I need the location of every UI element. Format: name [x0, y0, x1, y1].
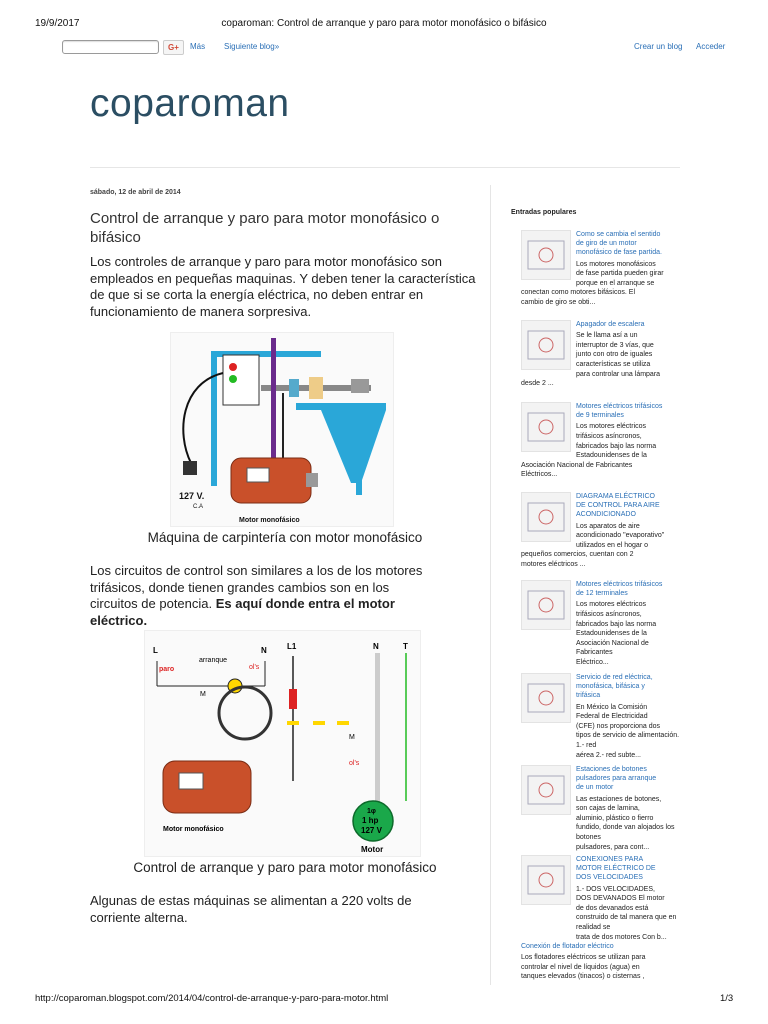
popular-post-title-line: de un motor — [576, 784, 614, 792]
motor-pulley — [306, 473, 318, 487]
snippet-line: desde 2 ... — [521, 380, 554, 388]
popular-post-title[interactable] — [576, 673, 681, 701]
snippet-line: fabricados bajo las norma — [576, 442, 657, 450]
popular-post-snippet — [576, 885, 681, 943]
gplus-button[interactable]: G+ — [163, 40, 184, 55]
sign-in-link[interactable]: Acceder — [696, 42, 726, 51]
snippet-line: Estadounidenses de la — [576, 630, 647, 638]
post-paragraph-1 — [90, 254, 480, 320]
popular-post-thumbnail[interactable] — [521, 855, 571, 905]
label-motor-word: Motor — [361, 845, 384, 854]
popular-post-title-line: Motores eléctricos trifásicos — [576, 581, 663, 588]
snippet-line: fabricados bajo las norma — [576, 620, 657, 628]
post-title[interactable] — [90, 209, 480, 247]
label-l1: L1 — [287, 642, 297, 651]
more-link[interactable]: Más — [190, 42, 206, 51]
table-top — [296, 403, 386, 410]
popular-post-thumbnail[interactable] — [521, 580, 571, 630]
text-line: de que si se corta la energía eléctrica, no deben entrar en — [90, 287, 424, 302]
print-date: 19/9/2017 — [35, 18, 80, 29]
snippet-line: Los motores monofásicos — [576, 260, 656, 268]
popular-post-title[interactable] — [576, 402, 681, 420]
popular-post-snippet-continued — [521, 461, 681, 480]
snippet-line: 1.- DOS VELOCIDADES, — [576, 885, 655, 893]
snippet-line: tanques elevados (tinacos) o cisternas , — [521, 973, 645, 981]
popular-post-snippet — [576, 422, 681, 460]
popular-post-thumbnail[interactable] — [521, 230, 571, 280]
popular-post-title-line: MOTOR ELÉCTRICO DE — [576, 865, 656, 873]
snippet-line: trifásicos asíncronos, — [576, 432, 642, 440]
snippet-line: pulsadores, para cont... — [576, 843, 650, 851]
snippet-line: de fase partida pueden girar — [576, 270, 664, 278]
label-m2: M — [349, 734, 355, 741]
popular-post-title-line: de 12 terminales — [576, 590, 628, 598]
snippet-line: aérea 2.- red subte... — [576, 751, 641, 759]
snippet-line: pequeños comercios, cuentan con 2 — [521, 551, 634, 559]
popular-post-title-line: Motores eléctricos trifásicos — [576, 403, 663, 410]
popular-post-title[interactable] — [576, 580, 681, 598]
contact — [337, 721, 349, 725]
post-title-line: bifásico — [90, 229, 141, 246]
label-t: T — [403, 642, 408, 651]
figure-control-diagram[interactable] — [144, 630, 421, 857]
stop-light — [229, 363, 237, 371]
snippet-line: para controlar una lámpara — [576, 370, 661, 378]
label-motor-mono: Motor monofásico — [163, 826, 224, 833]
popular-post-thumbnail[interactable] — [521, 765, 571, 815]
bold-text: eléctrico. — [90, 612, 148, 628]
snippet-line: acondicionado "evaporativo" — [576, 532, 665, 540]
text-line: corriente alterna. — [90, 909, 188, 925]
popular-post-title-line: ACONDICIONADO — [576, 511, 636, 519]
chuck — [351, 379, 369, 393]
post-paragraph-2 — [90, 563, 480, 629]
post-title-line: Control de arranque y paro para motor monofásico o — [90, 210, 440, 227]
label-ca: C.A — [193, 504, 204, 510]
neutral-bus — [375, 653, 380, 808]
label-hp: 1 hp — [362, 816, 379, 825]
popular-post-snippet-continued — [521, 379, 681, 389]
text-line: empleados en pequeñas maquinas. Y deben tener la característica — [90, 270, 476, 286]
popular-post-title-line: CONEXIONES PARA — [576, 856, 644, 863]
popular-post-thumbnail[interactable] — [521, 402, 571, 452]
popular-post-title-line: Conexión de flotador eléctrico — [521, 943, 614, 950]
popular-post-title-line: Apagador de escalera — [576, 321, 645, 328]
label-ols2: ol's — [349, 760, 360, 767]
text-line: trifásicos, donde tienen grandes cambios son en los — [90, 579, 390, 595]
popular-post-title-line: DE CONTROL PARA AIRE — [576, 502, 660, 510]
snippet-line: porque en el arranque se — [576, 279, 655, 287]
text-line: Los circuitos de control son similares a los de los motores — [90, 563, 423, 578]
snippet-line: Asociación Nacional de Fabricantes — [521, 461, 633, 469]
motor-picture — [163, 761, 251, 813]
figure1-caption: Máquina de carpintería con motor monofásico — [147, 530, 423, 545]
contact — [287, 721, 299, 725]
snippet-line: trifásicos asíncronos, — [576, 610, 642, 618]
popular-post-snippet — [576, 795, 681, 853]
navbar — [0, 38, 768, 58]
snippet-line: fundido, donde van alojados los botones — [576, 824, 675, 841]
popular-post-title-line: DOS VELOCIDADES — [576, 874, 643, 882]
snippet-line: (CFE) nos proporciona dos — [576, 722, 661, 730]
label-phase: 1φ — [367, 808, 376, 815]
post-paragraph-3 — [90, 893, 480, 926]
popular-posts-heading: Entradas populares — [511, 209, 577, 216]
text-line: Algunas de estas máquinas se alimentan a 220 volts de — [90, 893, 412, 908]
create-blog-link[interactable]: Crear un blog — [634, 42, 683, 51]
saw-blade — [271, 338, 276, 458]
snippet-line: Los motores eléctricos — [576, 601, 647, 609]
popular-post-snippet — [576, 600, 681, 667]
magnifier — [219, 687, 271, 739]
popular-post-title[interactable] — [521, 942, 681, 951]
popular-post-snippet — [576, 260, 681, 289]
contact — [313, 721, 325, 725]
snippet-line: En México la Comisión — [576, 703, 648, 711]
popular-post-thumbnail[interactable] — [521, 492, 571, 542]
label-ols: ol's — [249, 664, 260, 671]
label-n: N — [261, 646, 267, 655]
popular-post-title[interactable] — [576, 765, 681, 793]
popular-post-title-line: Estaciones de botones — [576, 766, 647, 773]
footer-page: 1/3 — [720, 993, 734, 1004]
snippet-line: Los flotadores eléctricos se utilizan para — [521, 954, 646, 962]
pulley — [289, 379, 299, 397]
figure2-caption: Control de arranque y paro para motor monofásico — [133, 860, 437, 875]
popular-post-title-line: de giro de un motor — [576, 240, 637, 248]
table-leg — [321, 410, 386, 483]
snippet-line: Estadounidenses de la — [576, 452, 647, 460]
header-divider — [90, 167, 680, 168]
label-paro: paro — [159, 666, 175, 673]
popular-post-thumbnail[interactable] — [521, 673, 571, 723]
snippet-line: Se le llama así a un — [576, 332, 638, 340]
search-input[interactable] — [62, 40, 159, 54]
snippet-line: tipos de servicio de alimentación. 1.- red — [576, 732, 680, 749]
label-motor: Motor monofásico — [239, 517, 300, 524]
text-line — [90, 596, 480, 613]
start-light — [229, 375, 237, 383]
snippet-line: Federal de Electricidad — [576, 713, 648, 721]
snippet-line: interruptor de 3 vías, que — [576, 341, 654, 349]
bold-text: Es aquí donde entra el motor — [215, 596, 395, 611]
label-127v: 127 V — [361, 826, 382, 835]
label-m: M — [200, 691, 206, 698]
next-blog-link[interactable]: Siguiente blog» — [224, 42, 280, 51]
bearing — [309, 377, 323, 399]
popular-post-title-line: Como se cambia el sentido — [576, 231, 661, 238]
snippet-line: controlar el nivel de líquidos (agua) en — [521, 963, 640, 971]
popular-post-title-line: trifásica — [576, 692, 601, 700]
table-leg-2 — [356, 410, 362, 495]
snippet-line: Los motores eléctricos — [576, 423, 647, 431]
label-volt: 127 V. — [179, 491, 205, 501]
popular-post-title[interactable] — [576, 230, 681, 258]
snippet-line: construido de tal manera que en realidad se — [576, 914, 677, 931]
label-l: L — [153, 646, 158, 655]
text-line — [90, 613, 480, 630]
label-n2: N — [373, 642, 379, 651]
snippet-line: Las estaciones de botones, — [576, 795, 662, 803]
popular-post-title[interactable] — [576, 855, 681, 883]
snippet-line: son cajas de lamina, — [576, 805, 640, 813]
popular-post-snippet — [576, 331, 681, 379]
popular-post-title-line: DIAGRAMA ELÉCTRICO — [576, 493, 655, 500]
snippet-line: junto con otro de iguales — [576, 351, 653, 359]
popular-post-title-line: monofásico de fase partida. — [576, 249, 662, 257]
popular-post-snippet-continued — [521, 550, 681, 569]
popular-post-snippet — [521, 953, 681, 982]
post-date: sábado, 12 de abril de 2014 — [90, 189, 181, 196]
footer-url: http://coparoman.blogspot.com/2014/04/control-de-arranque-y-paro-para-motor.html — [35, 993, 389, 1004]
text-line: Los controles de arranque y paro para motor monofásico son — [90, 254, 442, 269]
sidebar-divider — [490, 185, 491, 985]
snippet-line: Los aparatos de aire — [576, 522, 640, 530]
snippet-line: Eléctrico... — [576, 658, 609, 666]
label-arranque: arranque — [199, 657, 228, 664]
popular-post-snippet-continued — [521, 288, 681, 307]
snippet-line: utilizados en el hogar o — [576, 541, 648, 549]
snippet-line: conectan como motores bifásicos. El — [521, 289, 635, 297]
frame-post-left — [211, 351, 217, 486]
snippet-line: Asociación Nacional de Fabricantes — [576, 639, 649, 657]
figure-carpentry-machine[interactable] — [170, 332, 394, 527]
text-line: funcionamiento de manera sorpresiva. — [90, 303, 312, 319]
snippet-line: Eléctricos... — [521, 471, 558, 479]
control-box — [223, 355, 259, 405]
snippet-line: trata de dos motores Con b... — [576, 933, 667, 941]
popular-post-title-line: Servicio de red eléctrica, — [576, 674, 653, 681]
popular-post-title-line: de 9 terminales — [576, 412, 624, 420]
text-span: circuitos de potencia. — [90, 596, 216, 611]
popular-post-snippet — [576, 703, 681, 761]
print-title: coparoman: Control de arranque y paro para motor monofásico o bifásico — [221, 18, 547, 29]
fuse — [289, 689, 297, 709]
snippet-line: motores eléctricos ... — [521, 560, 586, 568]
motor-plate — [247, 468, 269, 482]
motor-plate — [179, 773, 203, 789]
snippet-line: aluminio, plástico o fierro — [576, 814, 654, 822]
popular-post-title[interactable] — [576, 492, 681, 520]
power-cable — [183, 373, 223, 463]
popular-post-title[interactable] — [576, 320, 681, 329]
popular-post-thumbnail[interactable] — [521, 320, 571, 370]
motor-body — [231, 458, 311, 503]
plug — [183, 461, 197, 475]
blog-title[interactable]: coparoman — [90, 82, 290, 125]
popular-post-title-line: pulsadores para arranque — [576, 775, 657, 783]
snippet-line: características se utiliza — [576, 360, 651, 368]
snippet-line: cambio de giro se obti... — [521, 298, 596, 306]
popular-post-snippet — [576, 522, 681, 551]
snippet-line: de dos devanados está — [576, 904, 649, 912]
snippet-line: DOS DEVANADOS El motor — [576, 895, 665, 903]
popular-post-title-line: monofásica, bifásica y — [576, 683, 645, 691]
